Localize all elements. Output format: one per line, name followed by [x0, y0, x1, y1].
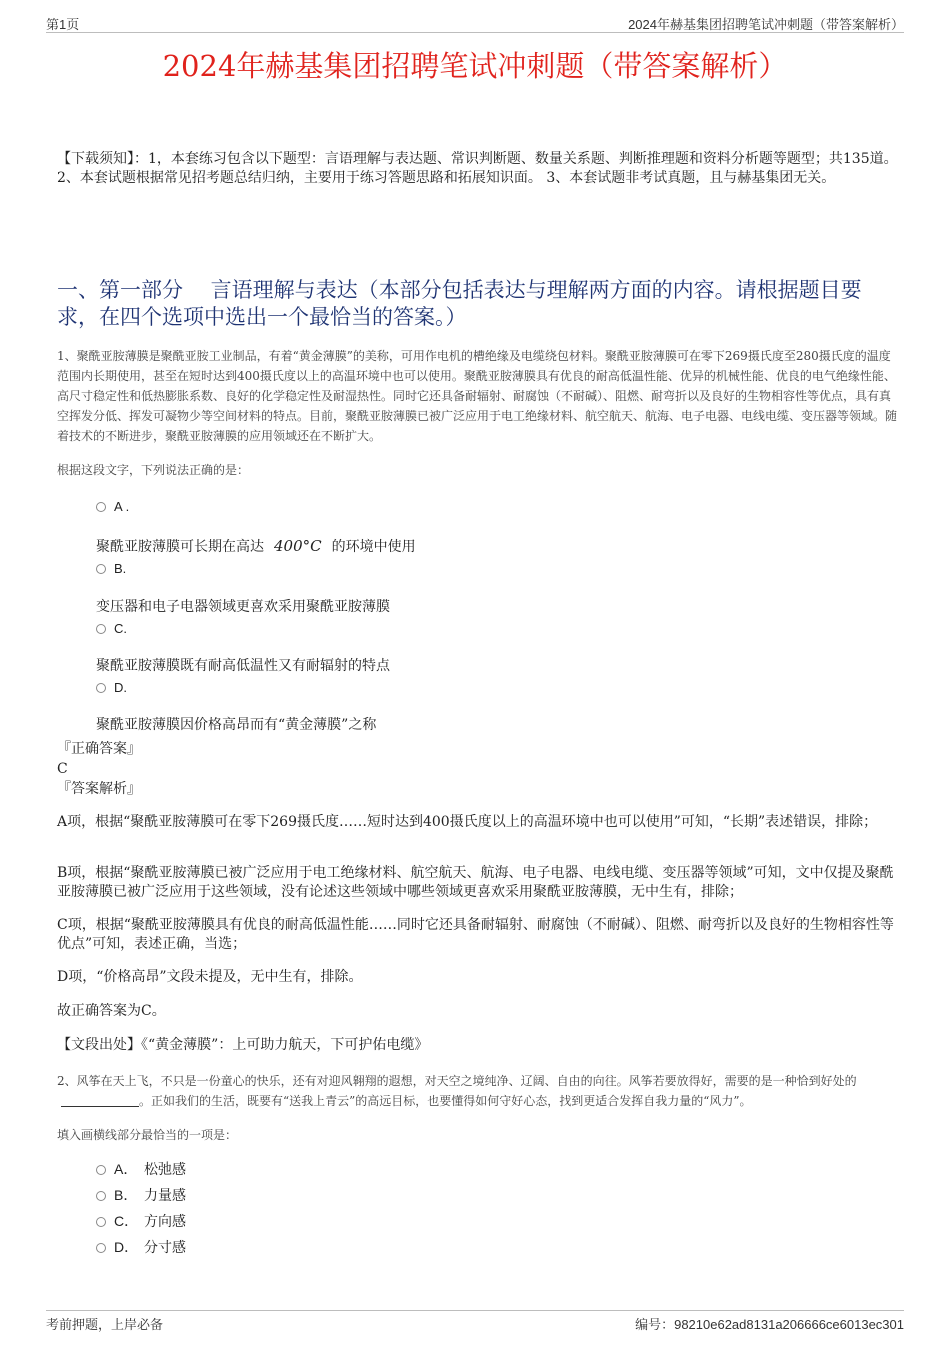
radio-icon[interactable]: [96, 624, 106, 634]
q1-option-d-text: 聚酰亚胺薄膜因价格高昂而有“黄金薄膜”之称: [96, 717, 377, 733]
q1-option-d-label: D.: [114, 680, 127, 695]
download-notice: 【下载须知】：1，本套练习包含以下题型：言语理解与表达题、常识判断题、数量关系题、判断推理题和资料分析题等题型；共135道。 2、本套试题根据常见招考题总结归纳，主要用于练习答题思路和拓展知识面。 3、本套试题非考试真题，且与赫基集团无关。: [57, 151, 898, 186]
q2-option-b[interactable]: [96, 1184, 186, 1206]
correct-answer: C: [57, 761, 68, 777]
q2-option-c-text: 方向感: [144, 1214, 186, 1230]
q2-option-c[interactable]: [96, 1210, 186, 1232]
analysis-conclusion: 故正确答案为C。: [57, 1003, 166, 1019]
footer-slogan: 考前押题，上岸必备: [46, 1317, 164, 1332]
question-2-stem: [57, 1071, 902, 1111]
section-heading: 一、第一部分 言语理解与表达（本部分包括表达与理解两方面的内容。请根据题目要求，在四个选项中选出一个最恰当的答案。）: [57, 278, 862, 329]
analysis-c: C项，根据“聚酰亚胺薄膜具有优良的耐高低温性能……同时它还具备耐辐射、耐腐蚀（不耐碱）、阻燃、耐弯折以及良好的生物相容性等优点”可知，表述正确，当选；: [57, 917, 894, 952]
radio-icon[interactable]: [96, 1191, 106, 1201]
q1-option-a-label: A .: [114, 499, 130, 514]
q1-option-a-text-pre: 聚酰亚胺薄膜可长期在高达: [96, 539, 264, 555]
header-page-number: 第1页: [46, 17, 80, 32]
radio-icon[interactable]: [96, 1243, 106, 1253]
q2-option-d-label: D．: [114, 1239, 139, 1255]
radio-icon[interactable]: [96, 1165, 106, 1175]
q2-option-b-label: B．: [114, 1187, 138, 1203]
document-title: 2024年赫基集团招聘笔试冲刺题（带答案解析）: [162, 49, 788, 83]
question-2-stem-post: 。正如我们的生活，既要有“送我上青云”的高远目标，也要懂得如何守好心态，找到更适合发挥自我力量的“风力”。: [139, 1094, 752, 1108]
radio-icon[interactable]: [96, 502, 106, 512]
q1-option-b-text: 变压器和电子电器领域更喜欢采用聚酰亚胺薄膜: [96, 599, 390, 615]
analysis-a: A项，根据“聚酰亚胺薄膜可在零下269摄氏度……短时达到400摄氏度以上的高温环境中也可以使用”可知，“长期”表述错误，排除；: [57, 814, 878, 830]
text-source: 【文段出处】《“黄金薄膜”：上可助力航天，下可护佑电缆》: [57, 1037, 429, 1053]
analysis-b: B项，根据“聚酰亚胺薄膜已被广泛应用于电工绝缘材料、航空航天、航海、电子电器、电线电缆、变压器等领域”可知，文中仅提及聚酰亚胺薄膜已被广泛应用于这些领域，没有论述这些领域中哪些领域更喜欢采用聚酰亚胺薄膜，无中生有，排除；: [57, 865, 894, 900]
q1-option-a-text: [96, 536, 416, 557]
analysis-d: D项，“价格高昂”文段未提及，无中生有，排除。: [57, 969, 363, 985]
analysis-label: 『答案解析』: [57, 781, 141, 797]
q1-option-a-text-post: 的环境中使用: [331, 539, 416, 555]
question-1-stem: 1、聚酰亚胺薄膜是聚酰亚胺工业制品，有着“黄金薄膜”的美称，可用作电机的槽绝缘及电缆绕包材料。聚酰亚胺薄膜可在零下269摄氏度至280摄氏度的温度范围内长期使用，甚至在短时达到400摄氏度以上的高温环境中也可以使用。聚酰亚胺薄膜具有优良的耐高低温性能、优异的机械性能、优良的电气绝缘性能、高尺寸稳定性和低热膨胀系数、良好的化学稳定性及耐湿热性。同时它还具备耐辐射、耐腐蚀（不耐碱）、阻燃、耐弯折以及良好的生物相容性等优点，具有真空挥发分低、挥发可凝物少等空间材料的特点。目前，聚酰亚胺薄膜已被广泛应用于电工绝缘材料、航空航天、航海、电子电器、电线电缆、变压器等领域。随着技术的不断进步，聚酰亚胺薄膜的应用领域还在不断扩大。: [57, 349, 898, 443]
q1-option-c-label: C.: [114, 621, 127, 636]
question-2-prompt: 填入画横线部分最恰当的一项是：: [57, 1128, 238, 1142]
q1-option-b-label: B.: [114, 561, 127, 576]
footer-serial-number: 编号：98210e62ad8131a206666ce6013ec301: [635, 1317, 904, 1332]
fill-blank: [61, 1094, 139, 1107]
q2-option-a[interactable]: [96, 1158, 186, 1180]
question-1-prompt: 根据这段文字，下列说法正确的是：: [57, 463, 250, 477]
q1-option-a[interactable]: [96, 497, 129, 517]
q1-option-c-text: 聚酰亚胺薄膜既有耐高低温性又有耐辐射的特点: [96, 658, 390, 674]
radio-icon[interactable]: [96, 564, 106, 574]
q2-option-a-label: A．: [114, 1161, 138, 1177]
correct-answer-label: 『正确答案』: [57, 741, 141, 757]
q2-option-b-text: 力量感: [144, 1188, 186, 1204]
radio-icon[interactable]: [96, 683, 106, 693]
q1-option-c[interactable]: [96, 619, 127, 639]
q2-option-d[interactable]: [96, 1236, 186, 1258]
footer-divider: [46, 1310, 904, 1311]
header-doc-title: 2024年赫基集团招聘笔试冲刺题（带答案解析）: [628, 17, 904, 32]
q2-option-c-label: C．: [114, 1213, 139, 1229]
header-divider: [46, 32, 904, 33]
radio-icon[interactable]: [96, 1217, 106, 1227]
q1-option-d[interactable]: [96, 678, 127, 698]
temperature-formula: 400°C: [274, 537, 322, 555]
q2-option-a-text: 松弛感: [144, 1162, 186, 1178]
q2-option-d-text: 分寸感: [144, 1240, 186, 1256]
question-2-stem-pre: 2、风筝在天上飞，不只是一份童心的快乐，还有对迎风翱翔的遐想，对天空之境纯净、辽阔、自由的向往。风筝若要放得好，需要的是一种恰到好处的: [57, 1074, 857, 1088]
q1-option-b[interactable]: [96, 559, 126, 579]
